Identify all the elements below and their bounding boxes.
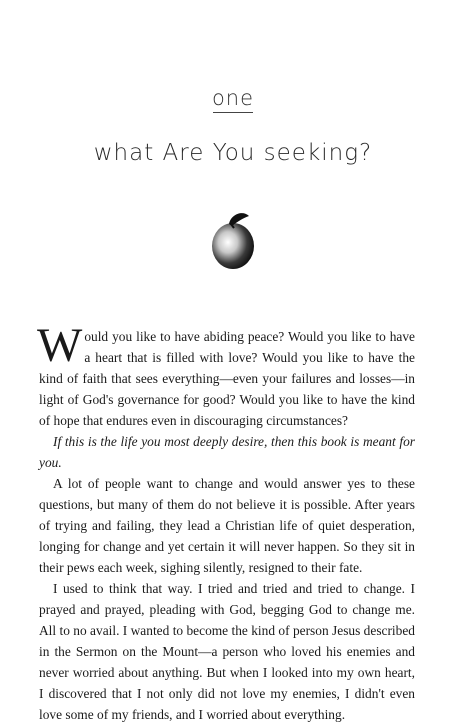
paragraph-1 [37, 319, 415, 431]
body-text [37, 319, 415, 725]
drop-cap: W [37, 319, 83, 372]
chapter-number: one [0, 86, 466, 113]
apple-icon [209, 204, 257, 272]
paragraph-2: If this is the life you most deeply desire, then this book is meant for you. [39, 434, 415, 470]
paragraph-3: A lot of people want to change and would answer yes to these questions, but many of them do not believe it is possible. After years of trying and failing, they lead a Christian life of quiet desperation, longing for change and yet certain it will never happen. So they sit in their pews each week, sighing silently, resigned to their fate. [39, 476, 415, 575]
paragraph-4: I used to think that way. I tried and tried and tried to change. I prayed and prayed, pleading with God, begging God to change me. All to no avail. I wanted to become the kind of person Jesus described in the Sermon on the Mount—a person who loved his enemies and never worried about anything. But when I looked into my own heart, I discovered that I not only did not love my enemies, I didn't even love some of my friends, and I worried about everything. [39, 581, 415, 722]
chapter-title: what Are You seeking? [93, 140, 373, 166]
paragraph-1-text: ould you like to have abiding peace? Would you like to have a heart that is filled with love? Would you like to have the kind of faith that sees everything—even your failures and losses—in light of God's governance for good? Would you like to have the kind of hope that endures even in discouraging circumstances? [39, 329, 415, 428]
